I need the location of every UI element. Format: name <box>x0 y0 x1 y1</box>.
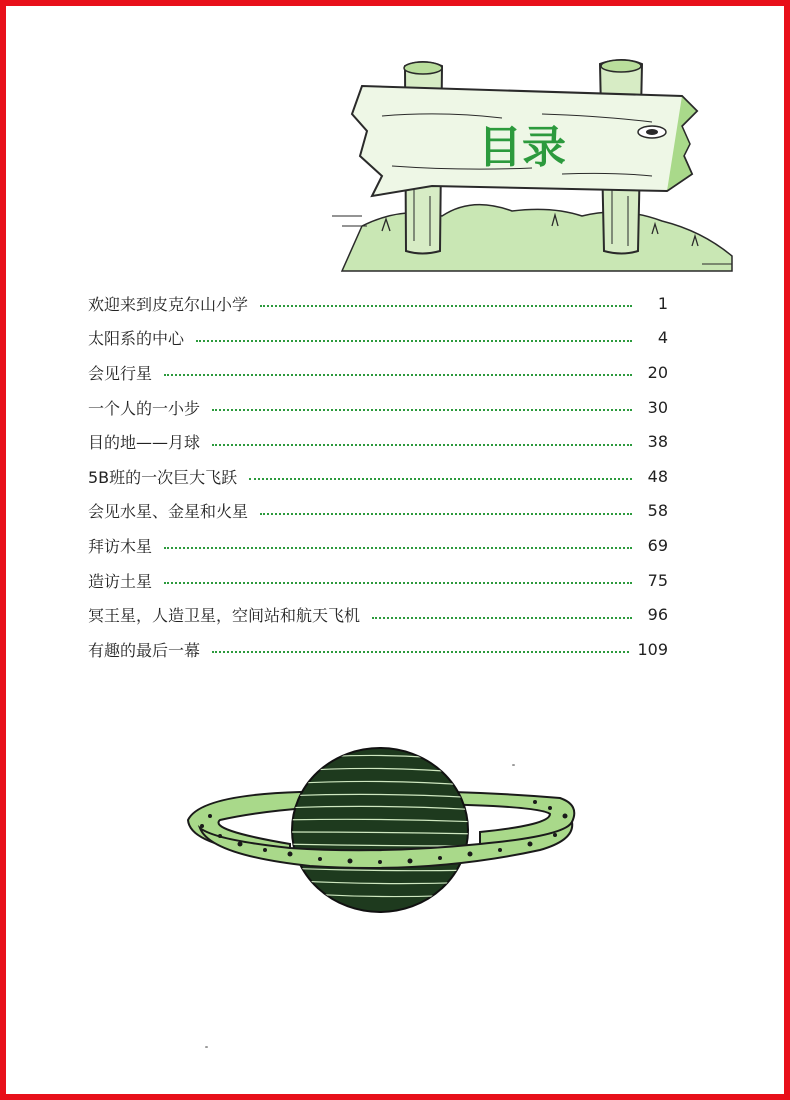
toc-entry[interactable] <box>88 632 668 667</box>
toc-leader-dots <box>212 444 632 446</box>
toc-leader-dots <box>196 340 632 342</box>
toc-entry[interactable] <box>88 286 668 321</box>
toc-leader-dots <box>164 374 632 376</box>
toc-entry-title: 造访土星 <box>88 571 153 591</box>
toc-entry-page: 20 <box>647 362 668 382</box>
toc-entry-page: 75 <box>647 570 668 590</box>
toc-entry[interactable] <box>88 390 668 425</box>
speck <box>205 1046 208 1048</box>
toc-entry-title: 5B班的一次巨大飞跃 <box>88 467 238 487</box>
toc-entry-title: 欢迎来到皮克尔山小学 <box>88 294 249 314</box>
toc-leader-dots <box>212 651 629 653</box>
toc-leader-dots <box>249 478 632 480</box>
toc-entry[interactable] <box>88 597 668 632</box>
toc-leader-dots <box>164 582 632 584</box>
toc-leader-dots <box>212 409 632 411</box>
toc-entry[interactable] <box>88 424 668 459</box>
table-of-contents <box>88 286 668 667</box>
toc-entry-page: 38 <box>647 432 668 452</box>
speck <box>512 764 515 766</box>
toc-entry-page: 109 <box>637 639 668 659</box>
toc-entry-page: 69 <box>647 535 668 555</box>
toc-entry[interactable] <box>88 528 668 563</box>
toc-entry[interactable] <box>88 459 668 494</box>
toc-entry-page: 58 <box>647 501 668 521</box>
toc-entry[interactable] <box>88 321 668 356</box>
toc-entry-title: 有趣的最后一幕 <box>88 640 201 660</box>
toc-entry[interactable] <box>88 494 668 529</box>
toc-entry-title: 拜访木星 <box>88 536 153 556</box>
toc-entry-title: 太阳系的中心 <box>88 329 185 349</box>
toc-entry-title: 目的地——月球 <box>88 433 201 453</box>
toc-entry-title: 一个人的一小步 <box>88 398 201 418</box>
saturn-icon <box>180 740 580 920</box>
toc-leader-dots <box>164 547 632 549</box>
toc-entry[interactable] <box>88 563 668 598</box>
signpost-illustration <box>322 56 742 286</box>
toc-entry-title: 会见水星、金星和火星 <box>88 502 249 522</box>
toc-entry-title: 冥王星，人造卫星，空间站和航天飞机 <box>88 606 361 626</box>
toc-entry[interactable] <box>88 355 668 390</box>
toc-entry-title: 会见行星 <box>88 363 153 383</box>
grass-icon <box>332 205 732 271</box>
toc-leader-dots <box>260 513 632 515</box>
toc-entry-page: 96 <box>647 605 668 625</box>
toc-entry-page: 4 <box>657 328 668 348</box>
toc-leader-dots <box>260 305 632 307</box>
page-title: 目录 <box>478 122 566 173</box>
toc-entry-page: 48 <box>647 466 668 486</box>
toc-entry-page: 30 <box>647 397 668 417</box>
toc-leader-dots <box>372 617 632 619</box>
toc-entry-page: 1 <box>657 293 668 313</box>
